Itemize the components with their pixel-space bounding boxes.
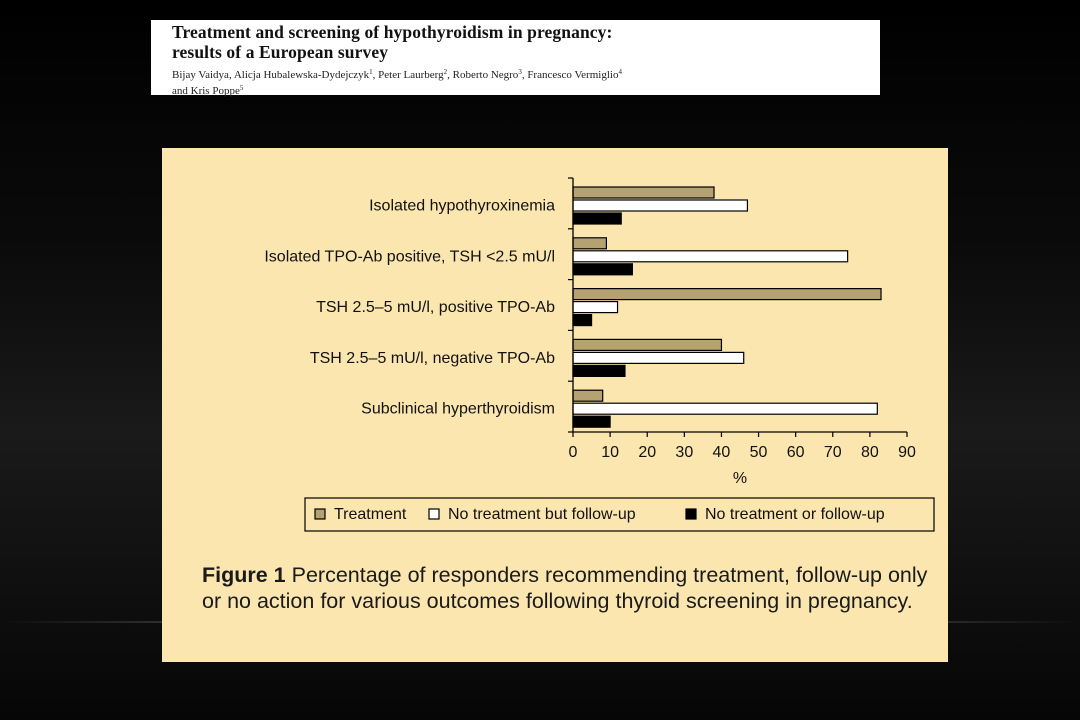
bar <box>573 302 618 313</box>
legend-swatch <box>686 509 696 519</box>
bar <box>573 264 632 275</box>
author-list: Bijay Vaidya, Alicja Hubalewska-Dydejczyk$^1$, Peter Laurberg$^2$, Roberto Negro$^3$, Francesco Vermiglio$^4$ and Kris Poppe$^5$ <box>172 68 622 97</box>
category-label: Isolated hypothyroxinemia <box>369 197 555 215</box>
bar <box>573 213 621 224</box>
bar-chart <box>162 148 948 548</box>
x-tick-label: 60 <box>786 444 805 461</box>
x-tick-label: 10 <box>601 444 620 461</box>
paper-title-line-2: results of a European survey <box>172 42 389 62</box>
author-affiliation: 2 <box>443 68 448 76</box>
author-affiliation: 4 <box>618 68 622 76</box>
author-name: Francesco Vermiglio <box>527 69 619 81</box>
x-tick-label: 70 <box>823 444 842 461</box>
x-tick-label: 30 <box>675 444 694 461</box>
x-axis-label: % <box>732 470 748 487</box>
author-name: Kris Poppe <box>190 85 240 97</box>
bar <box>573 403 877 414</box>
legend-label: No treatment or follow-up <box>705 506 885 523</box>
bar <box>573 187 714 198</box>
author-name: Roberto Negro <box>452 69 519 81</box>
paper-header <box>151 20 880 95</box>
bar <box>573 339 721 350</box>
bar <box>573 238 606 249</box>
x-tick-label: 50 <box>749 444 768 461</box>
paper-title <box>172 22 880 62</box>
category-label: TSH 2.5–5 mU/l, negative TPO-Ab <box>309 349 555 367</box>
author-affiliation: 5 <box>239 84 244 92</box>
figure-label: Figure 1 <box>202 563 286 587</box>
x-tick-label: 0 <box>568 444 578 461</box>
category-label: Isolated TPO-Ab positive, TSH <2.5 mU/l <box>264 248 555 266</box>
bar <box>573 416 610 427</box>
figure-caption-text: Percentage of responders recommending treatment, follow-up only or no action for various outcomes following thyroid screening in pregnancy. <box>202 563 928 613</box>
author-affiliation: 3 <box>518 68 522 76</box>
legend-label: No treatment but follow-up <box>448 506 636 523</box>
bar <box>573 200 747 211</box>
bar <box>573 289 881 300</box>
author-name: Bijay Vaidya <box>172 69 229 81</box>
figure-caption <box>202 562 942 614</box>
paper-title-line-1: Treatment and screening of hypothyroidism in pregnancy: <box>172 22 613 42</box>
legend-swatch <box>429 509 439 519</box>
legend-label: Treatment <box>334 506 407 523</box>
x-tick-label: 80 <box>860 444 879 461</box>
bar <box>573 352 744 363</box>
author-affiliation: 1 <box>369 68 373 76</box>
author-name: Alicja Hubalewska-Dydejczyk <box>233 69 370 81</box>
bar <box>573 315 592 326</box>
x-tick-label: 20 <box>638 444 657 461</box>
legend-swatch <box>315 509 325 519</box>
category-label: TSH 2.5–5 mU/l, positive TPO-Ab <box>316 299 555 317</box>
category-label: Subclinical hyperthyroidism <box>361 400 555 418</box>
bar <box>573 365 625 376</box>
bar <box>573 390 603 401</box>
figure-panel <box>162 148 948 662</box>
author-name: Peter Laurberg <box>378 69 444 81</box>
x-tick-label: 90 <box>898 444 916 461</box>
x-tick-label: 40 <box>712 444 731 461</box>
bar <box>573 251 848 262</box>
